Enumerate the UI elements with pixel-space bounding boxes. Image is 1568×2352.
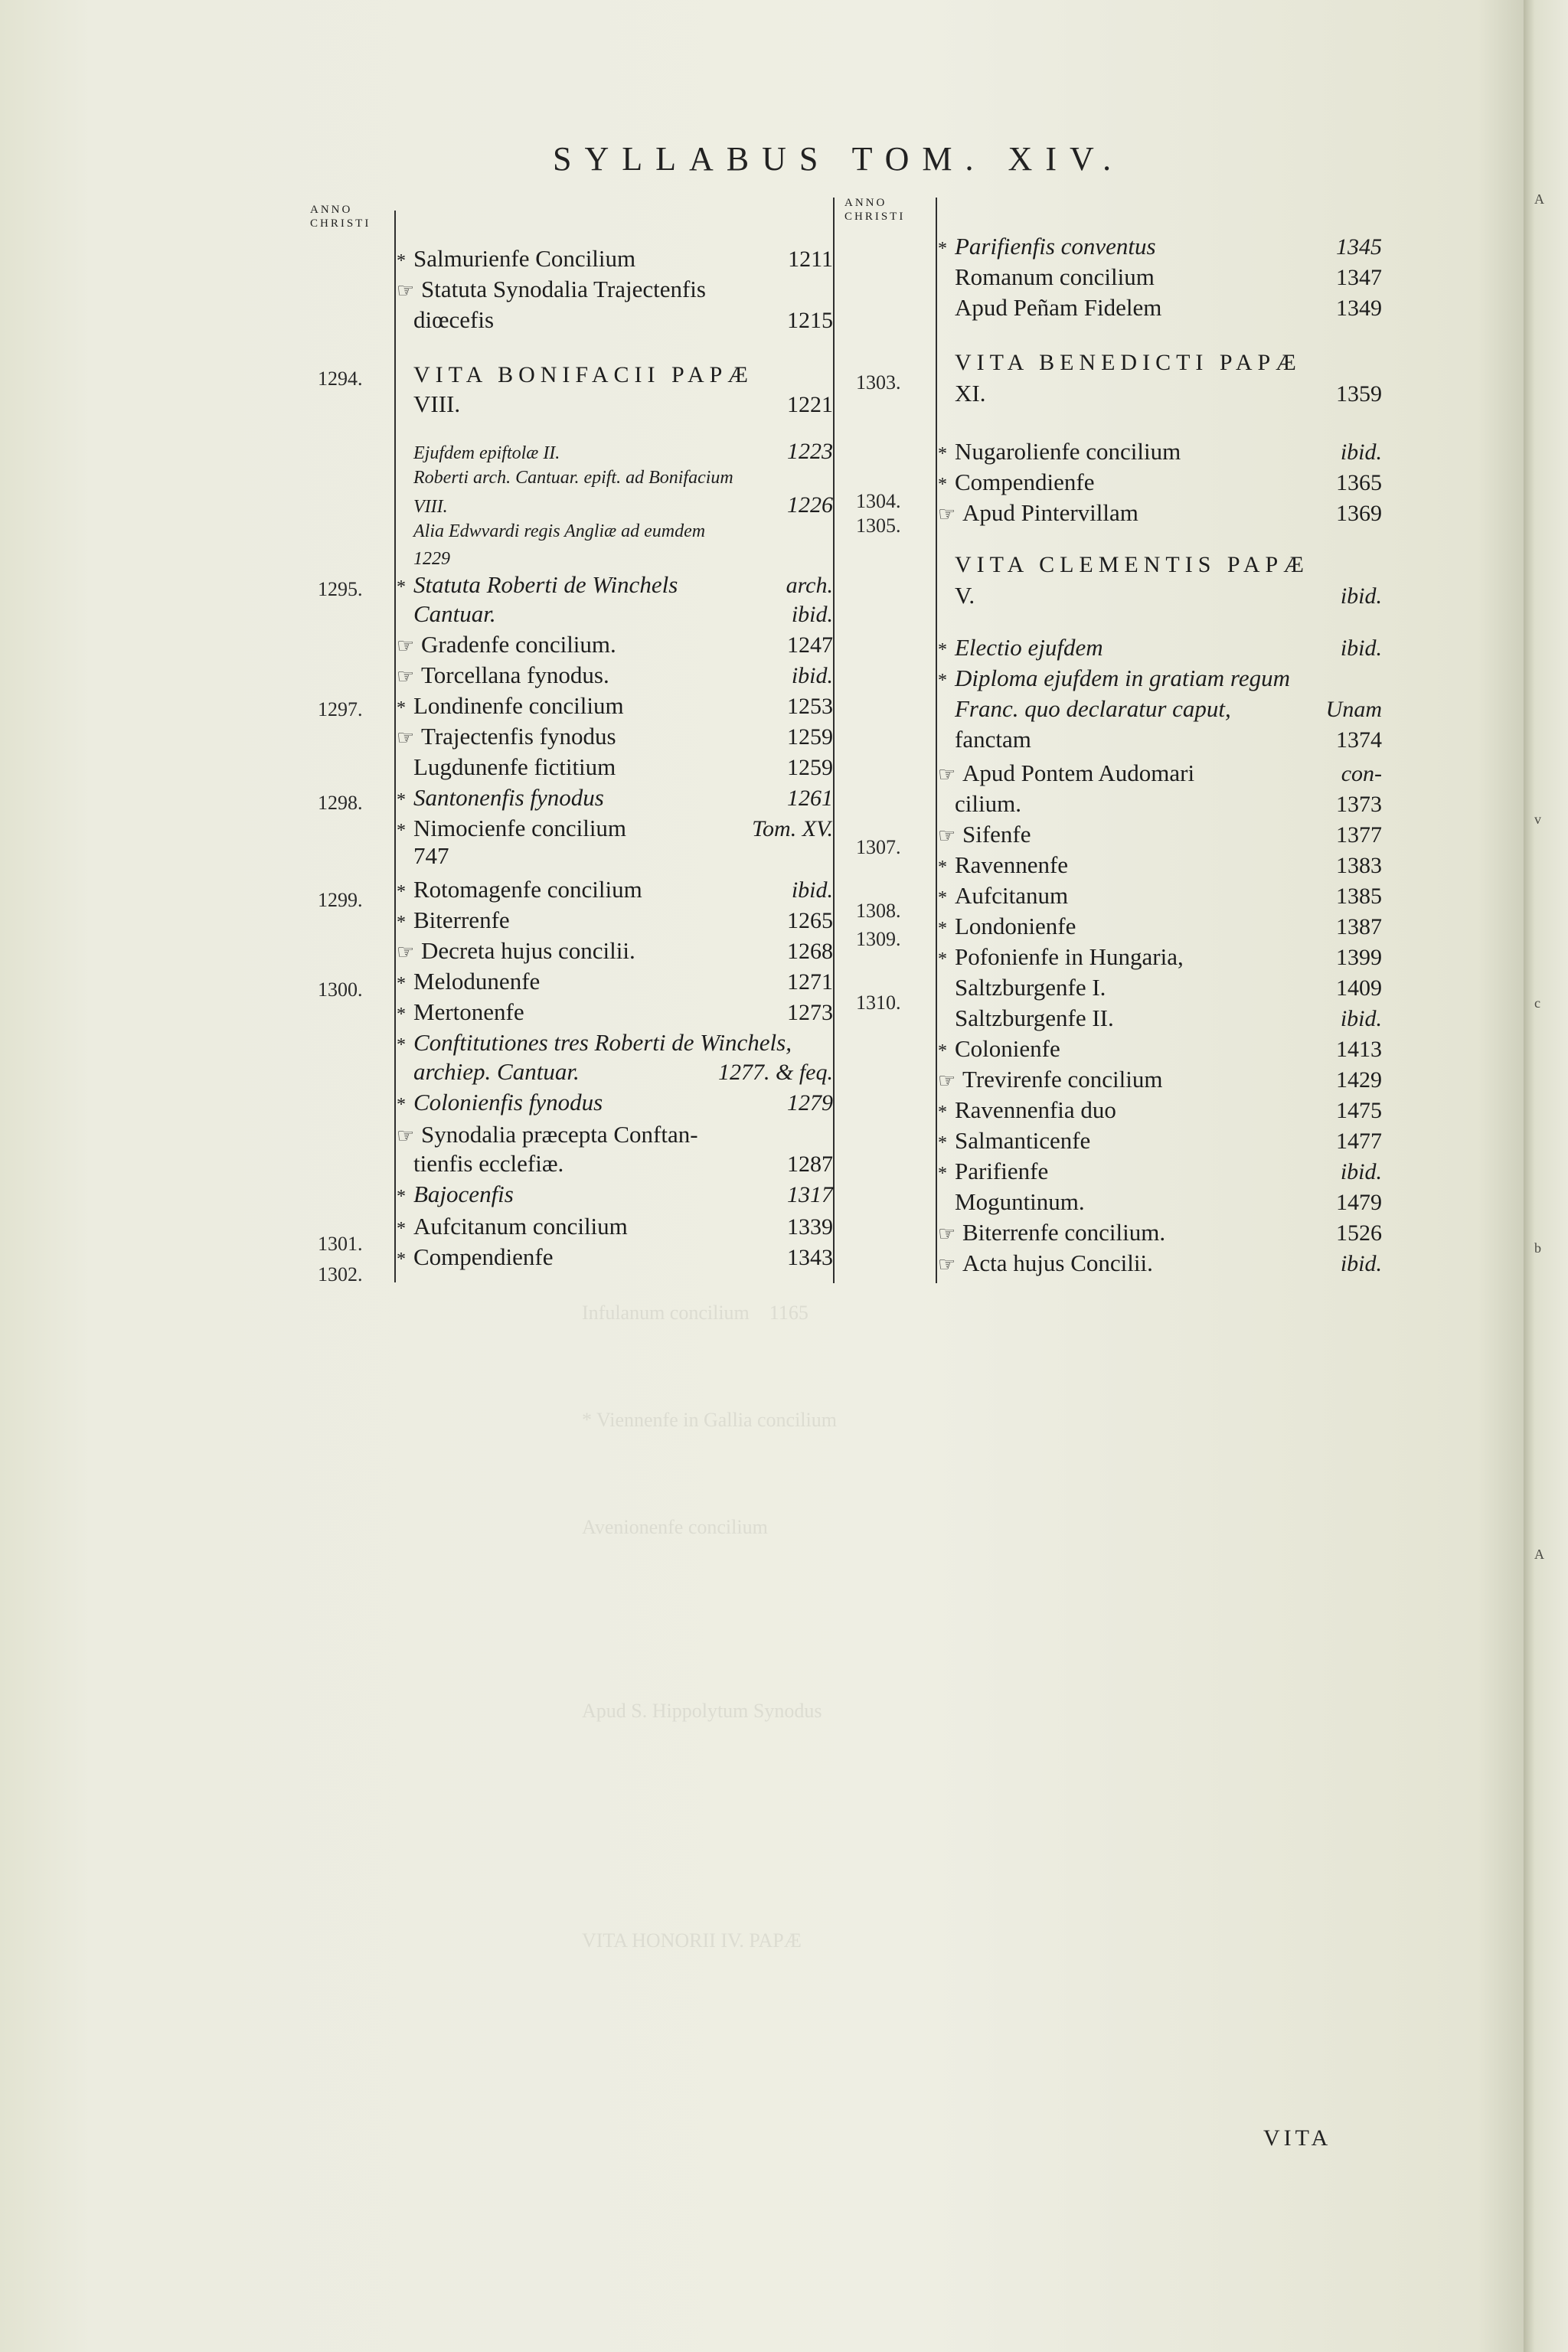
asterisk-mark: * [397,698,406,718]
entry-row [938,819,1382,851]
entry-row [938,1003,1382,1034]
page-number: ibid. [1340,439,1382,465]
pointing-hand-icon: ☞ [397,635,415,657]
page-number: 1221 [787,392,833,417]
entry-title: Lugdunenfe fictitium [413,753,616,780]
adjacent-page-fragment: v [1534,812,1541,827]
asterisk-mark: * [397,1250,406,1269]
page-number: ibid. [1340,1006,1382,1031]
asterisk-mark: * [938,640,947,660]
entry-title: Mertonenfe [413,998,524,1025]
entry-row [397,936,833,968]
entry-row [938,1125,1382,1158]
pointing-hand-icon: ☞ [938,1070,956,1092]
entry-title: 747 [413,842,449,869]
page-number: 1287 [787,1152,833,1177]
entry-row [938,663,1382,696]
entry-title: Biterrenfe [413,906,510,933]
entry-row [938,880,1382,913]
pointing-hand-icon: ☞ [397,279,415,302]
middle-column-rule [833,198,835,1283]
year-marker: 1301. [318,1233,363,1255]
page-number: 1477 [1336,1129,1382,1154]
entry-title: Colonienfis fynodus [413,1089,603,1116]
entry-row [397,599,833,630]
adjacent-page-edge [1524,0,1568,2352]
show-through-text: Apud S. Hippolytum Synodus [582,1700,822,1722]
entry-title: Electio ejufdem [955,634,1103,661]
page-number: 1385 [1336,884,1382,909]
entry-title: Moguntinum. [955,1188,1085,1215]
entry-title: Ejufdem epiftolæ II. [413,443,560,463]
entry-row [938,911,1382,944]
pointing-hand-icon: ☞ [397,665,415,688]
page-number: 1347 [1336,265,1382,290]
entry-row [397,997,833,1030]
entry-title: Ravennenfia duo [955,1096,1116,1123]
asterisk-mark: * [938,475,947,495]
entry-title: Diploma ejufdem in gratiam regum [955,665,1290,691]
pointing-hand-icon: ☞ [938,503,956,525]
entry-title: VIII. [413,497,448,517]
year-marker: 1300. [318,978,363,1001]
column-head-anno: ANNO [310,204,353,216]
entry-row [938,632,1382,665]
entry-title: VITA BONIFACII PAPÆ [413,362,753,387]
entry-row [938,498,1382,530]
show-through-text: Infulanum concilium 1165 [582,1302,808,1324]
page-number: Tom. XV. [752,816,833,841]
entry-row [938,850,1382,883]
entry-row [397,1179,833,1212]
entry-row [938,467,1382,500]
page-number: Unam [1325,697,1382,722]
entry-title: Londinenfe concilium [413,692,624,719]
page-number: 1374 [1336,727,1382,753]
pointing-hand-icon: ☞ [938,763,956,786]
year-marker: 1303. [856,371,901,394]
entry-title: Alia Edwvardi regis Angliæ ad eumdem [413,521,706,541]
entry-row [397,874,833,907]
page-number: 1273 [787,1000,833,1025]
asterisk-mark: * [938,444,947,464]
page-number: 1317 [787,1182,833,1207]
page-number: 1399 [1336,945,1382,970]
entry-title: Decreta hujus concilii. [421,937,635,964]
pointing-hand-icon: ☞ [397,727,415,749]
entry-row [397,389,833,420]
asterisk-mark: * [938,888,947,908]
page-number: 1345 [1336,234,1382,260]
entry-title: Trevirenfe concilium [962,1066,1163,1093]
adjacent-page-fragment: A [1534,191,1544,207]
left-column-rule [394,211,396,1282]
asterisk-mark: * [938,1164,947,1184]
entry-row [938,436,1382,469]
year-marker: 1297. [318,698,363,720]
entry-title: Apud Pontem Audomari [962,760,1195,786]
asterisk-mark: * [397,790,406,810]
catchword: VITA [1263,2125,1332,2151]
entry-title: Sifenfe [962,821,1031,848]
entry-row [938,292,1382,324]
year-marker: 1310. [856,991,901,1014]
entry-row [938,580,1382,612]
entry-row [397,360,833,390]
entry-title: Statuta Roberti de Winchels [413,571,678,598]
page-number: con- [1341,761,1382,786]
entry-title: Rotomagenfe concilium [413,876,642,903]
entry-row [938,1095,1382,1128]
year-marker: 1308. [856,900,901,922]
entry-row [397,1242,833,1275]
entry-title: Saltzburgenfe II. [955,1004,1114,1031]
entry-row [938,758,1382,790]
entry-row [397,1087,833,1120]
entry-row [938,378,1382,410]
asterisk-mark: * [397,577,406,597]
year-marker: 1294. [318,368,363,390]
page-number: ibid. [1340,583,1382,609]
entry-title: 1229 [413,549,450,569]
entry-row [397,841,833,871]
year-marker: 1295. [318,578,363,600]
asterisk-mark: * [938,919,947,939]
asterisk-mark: * [938,949,947,969]
adjacent-page-fragment: b [1534,1240,1541,1256]
asterisk-mark: * [397,1035,406,1055]
entry-title: Pofonienfe in Hungaria, [955,943,1184,970]
entry-row [397,905,833,938]
entry-title: Parifienfis conventus [955,233,1156,260]
page-header: SYLLABUS TOM. XIV. [553,140,1125,178]
entry-row [938,724,1382,756]
pointing-hand-icon: ☞ [397,1125,415,1147]
entry-row [397,462,833,493]
entry-title: Nimocienfe concilium [413,815,627,841]
entry-title: Romanum concilium [955,263,1155,290]
entry-row [397,1148,833,1180]
page-number: 1475 [1336,1098,1382,1123]
entry-title: Ravennenfe [955,851,1069,878]
asterisk-mark: * [938,671,947,691]
entry-row [938,231,1382,264]
entry-row [938,348,1382,378]
entry-title: Santonenfis fynodus [413,784,604,811]
page-number: 1479 [1336,1190,1382,1215]
page-number: 1413 [1336,1037,1382,1062]
entry-title: VITA CLEMENTIS PAPÆ [955,552,1309,577]
adjacent-page-fragment: c [1534,995,1540,1011]
page-number: 1277. & feq. [718,1060,833,1085]
entry-title: fanctam [955,726,1031,753]
page-number: 1215 [787,308,833,333]
entry-title: Apud Pintervillam [962,499,1138,526]
entry-title: V. [955,582,975,609]
entry-row [397,782,833,815]
page-number: ibid. [791,663,833,688]
page-number: 1226 [787,492,833,518]
column-head-left [310,203,371,230]
show-through-text: VITA HONORII IV. PAPÆ [582,1929,802,1952]
entry-row [397,243,833,276]
entry-row [938,1156,1382,1189]
page-number: 1247 [787,632,833,658]
page-number: 1259 [787,724,833,750]
page-number: ibid. [791,602,833,627]
asterisk-mark: * [938,858,947,877]
entry-row [397,660,833,692]
asterisk-mark: * [397,1004,406,1024]
asterisk-mark: * [397,913,406,933]
page-number: ibid. [791,877,833,903]
entry-row [938,1217,1382,1250]
year-marker: 1305. [856,514,901,537]
page-number: 1349 [1336,296,1382,321]
page-number: 1271 [787,969,833,995]
column-head-christi: CHRISTI [310,217,371,230]
entry-title: Statuta Synodalia Trajectenfis [421,276,706,302]
entry-title: Trajectenfis fynodus [421,723,616,750]
column-head-christi: CHRISTI [844,211,906,223]
right-year-rule [936,198,937,1283]
entry-row [938,1248,1382,1280]
entry-row [938,789,1382,820]
page-number: 1369 [1336,501,1382,526]
pointing-hand-icon: ☞ [938,1223,956,1245]
year-marker: 1307. [856,836,901,858]
page-number: 1279 [787,1090,833,1116]
entry-title: cilium. [955,790,1021,817]
entry-row [397,1211,833,1244]
entry-title: Compendienfe [413,1243,554,1270]
entry-row [938,262,1382,293]
pointing-hand-icon: ☞ [938,1253,956,1276]
entry-title: Melodunenfe [413,968,541,995]
page-number: 1429 [1336,1067,1382,1093]
year-marker: 1298. [318,792,363,814]
entry-title: Salmurienfe Concilium [413,245,636,272]
asterisk-mark: * [397,882,406,902]
entry-row [938,1034,1382,1067]
page-number: 1265 [787,908,833,933]
entry-row [938,942,1382,975]
pointing-hand-icon: ☞ [938,825,956,847]
page-number: 1223 [787,439,833,464]
entry-row [397,570,833,603]
entry-title: Bajocenfis [413,1181,514,1207]
entry-title: diœcefis [413,306,495,333]
entry-row [397,274,833,306]
show-through-text: * Viennenfe in Gallia concilium [582,1409,837,1431]
entry-title: Nugarolienfe concilium [955,438,1181,465]
entry-row [938,550,1382,580]
entry-row [938,972,1382,1004]
asterisk-mark: * [397,1187,406,1207]
entry-row [397,966,833,999]
page-number: 1259 [787,755,833,780]
asterisk-mark: * [397,251,406,271]
entry-title: Torcellana fynodus. [421,662,609,688]
entry-row [397,721,833,753]
asterisk-mark: * [938,1102,947,1122]
page-number: 1383 [1336,853,1382,878]
entry-row [938,1187,1382,1218]
page-number: 1373 [1336,792,1382,817]
entry-title: Gradenfe concilium. [421,631,616,658]
asterisk-mark: * [397,974,406,994]
asterisk-mark: * [397,821,406,841]
entry-title: Saltzburgenfe I. [955,974,1106,1001]
year-marker: 1304. [856,490,901,512]
page-number: ibid. [1340,635,1382,661]
entry-row [397,1119,833,1152]
entry-title: Apud Peñam Fidelem [955,294,1162,321]
entry-row [397,305,833,336]
entry-title: Aufcitanum concilium [413,1213,628,1240]
entry-title: Cantuar. [413,600,496,627]
page-number: 1261 [787,786,833,811]
year-marker: 1302. [318,1263,363,1285]
entry-row [397,752,833,783]
page-number: arch. [786,573,833,598]
page-number: 1339 [787,1214,833,1240]
page-number: 1343 [787,1245,833,1270]
entry-title: tienfis ecclefiæ. [413,1150,564,1177]
asterisk-mark: * [397,1095,406,1115]
page-number: ibid. [1340,1159,1382,1184]
entry-row [397,1027,833,1060]
year-marker: 1299. [318,889,363,911]
asterisk-mark: * [938,1041,947,1061]
page-number: ibid. [1340,1251,1382,1276]
entry-title: Franc. quo declaratur caput, [955,695,1231,722]
page-number: 1365 [1336,470,1382,495]
page-number: 1211 [788,247,833,272]
asterisk-mark: * [397,1219,406,1239]
year-marker: 1309. [856,928,901,950]
entry-title: VIII. [413,390,461,417]
entry-title: archiep. Cantuar. [413,1058,580,1085]
entry-row [397,516,833,547]
entry-title: VITA BENEDICTI PAPÆ [955,350,1302,375]
entry-title: Salmanticenfe [955,1127,1091,1154]
entry-title: Compendienfe [955,469,1095,495]
entry-title: Parifienfe [955,1158,1049,1184]
entry-title: Conftitutiones tres Roberti de Winchels, [413,1029,792,1056]
adjacent-page-fragment: A [1534,1547,1544,1562]
entry-row [938,1064,1382,1096]
entry-title: Acta hujus Concilii. [962,1250,1153,1276]
entry-row [938,694,1382,725]
entry-title: Roberti arch. Cantuar. epift. ad Bonifacium [413,468,733,488]
page-number: 1359 [1336,381,1382,407]
entry-row [397,691,833,724]
page-number: 1377 [1336,822,1382,848]
entry-title: Londonienfe [955,913,1076,939]
column-head-right [844,196,905,224]
page-number: 1253 [787,694,833,719]
page-number: 1409 [1336,975,1382,1001]
page-number: 1526 [1336,1220,1382,1246]
entry-row [397,1057,833,1088]
asterisk-mark: * [938,239,947,259]
page-number: 1268 [787,939,833,964]
entry-row [397,629,833,662]
entry-title: Aufcitanum [955,882,1069,909]
column-head-anno: ANNO [844,197,887,209]
entry-title: Colonienfe [955,1035,1060,1062]
entry-title: Biterrenfe concilium. [962,1219,1166,1246]
page-number: 1387 [1336,914,1382,939]
entry-title: XI. [955,380,986,407]
pointing-hand-icon: ☞ [397,941,415,963]
entry-title: Synodalia præcepta Conftan- [421,1121,698,1148]
asterisk-mark: * [938,1133,947,1153]
show-through-text: Avenionenfe concilium [582,1516,768,1538]
